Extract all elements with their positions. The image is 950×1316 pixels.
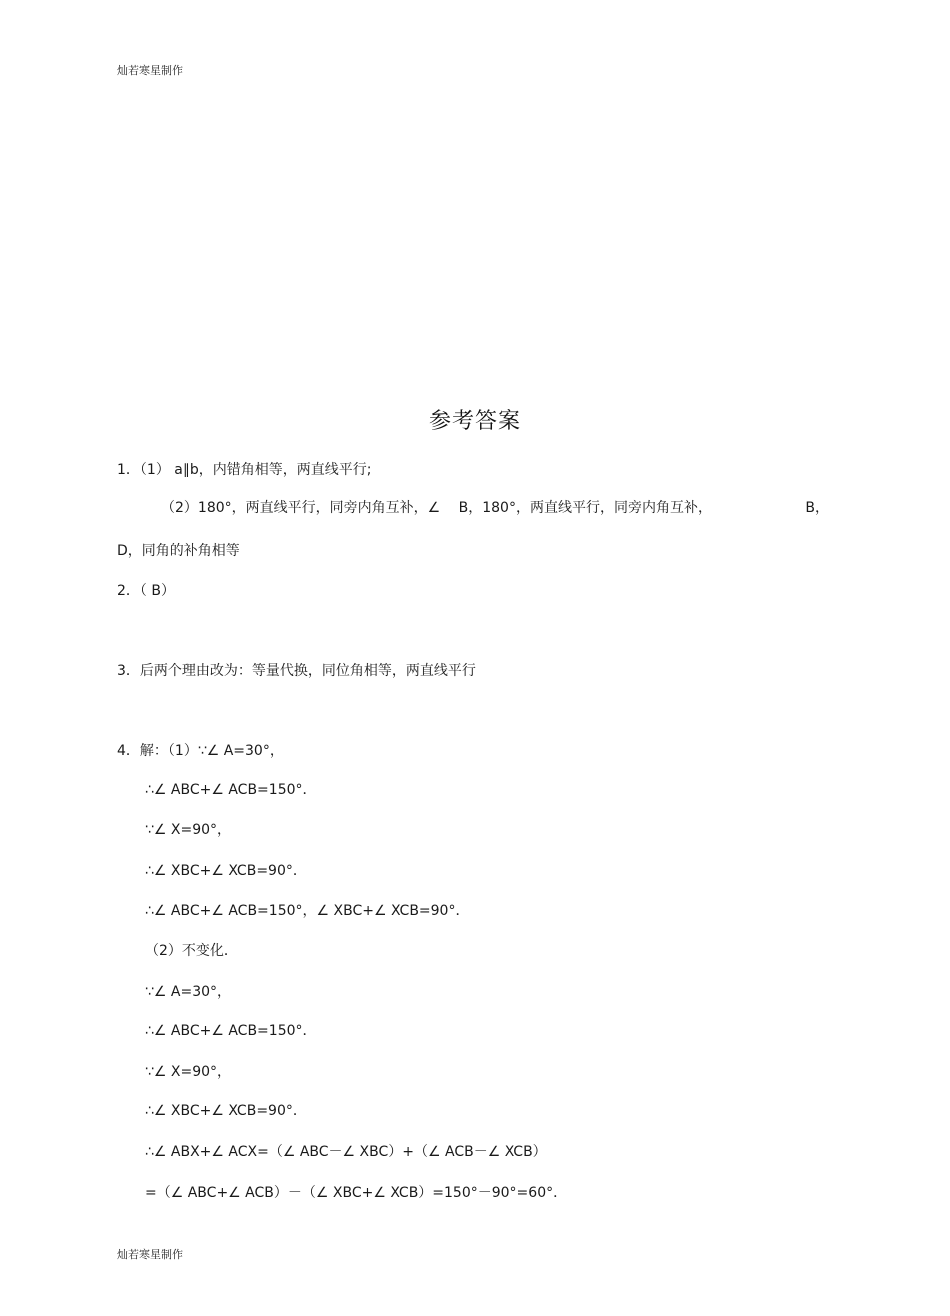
page-header-watermark: 灿若寒星制作 xyxy=(117,64,183,77)
answer-4-step: ∵∠ A=30°， xyxy=(145,984,232,1000)
answer-1-part-2-continued: D，同角的补角相等 xyxy=(117,543,240,559)
answer-4-step: ∴∠ XBC+∠ XCB=90°． xyxy=(145,863,307,879)
answer-4-conclusion: =（∠ ABC+∠ ACB）－（∠ XBC+∠ XCB）=150°－90°=60°． xyxy=(145,1185,568,1201)
answer-4-step: ∵∠ X=90°， xyxy=(145,1064,232,1080)
answer-4-step: ∴∠ ABC+∠ ACB=150°． xyxy=(145,1023,317,1039)
answer-4-step: ∵∠ X=90°， xyxy=(145,822,232,838)
answer-4-step: ∴∠ XBC+∠ XCB=90°． xyxy=(145,1103,307,1119)
answer-4-step: ∴∠ ABC+∠ ACB=150°，∠ XBC+∠ XCB=90°． xyxy=(145,903,470,919)
answer-4-step: ∴∠ ABC+∠ ACB=150°． xyxy=(145,782,317,798)
answer-1-part-1: 1．（1） a∥b，内错角相等，两直线平行; xyxy=(117,462,372,478)
page-footer-watermark: 灿若寒星制作 xyxy=(117,1248,183,1261)
answer-4-part-2: （2）不变化． xyxy=(145,943,238,959)
answer-4-step: ∴∠ ABX+∠ ACX=（∠ ABC－∠ XBC）+（∠ ACB－∠ XCB） xyxy=(145,1144,547,1160)
answer-1-part-2-end: B， xyxy=(805,500,829,516)
answer-key-title: 参考答案 xyxy=(428,409,521,434)
answer-2: 2．（ B） xyxy=(117,583,175,599)
answer-3: 3．后两个理由改为：等量代换，同位角相等，两直线平行 xyxy=(117,663,476,679)
answer-4-intro: 4．解：（1）∵∠ A=30°， xyxy=(117,743,284,759)
answer-1-part-2: （2）180°，两直线平行，同旁内角互补，∠ B，180°，两直线平行，同旁内角互补， xyxy=(161,500,712,516)
